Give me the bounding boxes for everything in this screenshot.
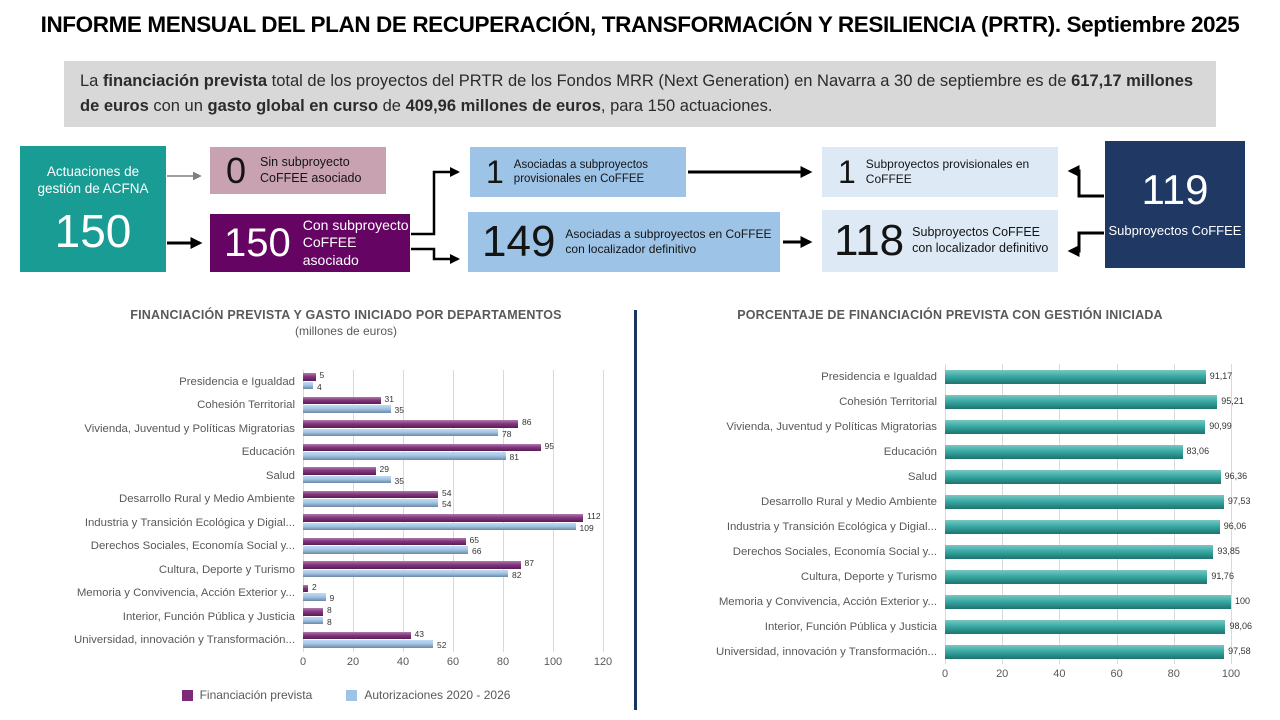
chart-row (650, 514, 1250, 539)
category-label: Derechos Sociales, Economía Social y... (732, 545, 937, 558)
bar-value-label: 96,36 (1224, 471, 1248, 481)
chart-row (60, 370, 632, 394)
flow-box-label: Actuaciones de gestión de ACFNA (37, 164, 149, 196)
category-label: Industria y Transición Ecológica y Digial... (84, 516, 295, 529)
plot-area (650, 364, 1250, 664)
bar-series1 (945, 445, 1183, 459)
category-label: Universidad, innovación y Transformación... (716, 645, 937, 658)
x-tick-label: 40 (396, 656, 410, 668)
bar-value-label: 98,06 (1229, 621, 1252, 631)
chart-row (650, 414, 1250, 439)
chart-row (60, 441, 632, 465)
bar-value-label: 29 (379, 464, 389, 474)
bar-series1 (303, 420, 518, 428)
plot-area (60, 370, 632, 652)
bar-track (945, 639, 1251, 664)
category-label: Memoria y Convivencia, Acción Exterior y... (718, 595, 937, 608)
chart-row (650, 389, 1250, 414)
bar-series2 (303, 476, 391, 484)
bar-track (945, 514, 1247, 539)
chart-row (60, 605, 632, 629)
chart-row (60, 488, 632, 512)
bar-series2 (303, 429, 498, 437)
legend-swatch (346, 690, 357, 701)
chart-title: PORCENTAJE DE FINANCIACIÓN PREVISTA CON GESTIÓN INICIADA (737, 308, 1163, 322)
chart-porcentaje-gestion (650, 308, 1250, 684)
summary-segment: 617,17 millones de euros (80, 72, 1194, 115)
bar-series1 (945, 370, 1206, 384)
x-tick-label: 20 (346, 656, 360, 668)
category-label: Educación (241, 446, 295, 459)
summary-segment: con un (148, 96, 208, 115)
bar-series1 (945, 570, 1207, 584)
category-label: Cultura, Deporte y Turismo (800, 570, 937, 583)
bar-value-label: 78 (502, 428, 512, 439)
bar-series2 (303, 452, 506, 460)
bar-track (945, 589, 1251, 614)
bar-value-label: 8 (327, 605, 332, 615)
summary-segment: , para 150 actuaciones. (600, 96, 773, 115)
flow-box-value: 150 (54, 204, 132, 257)
category-label: Presidencia e Igualdad (821, 370, 937, 383)
summary-segment: gasto global en curso (207, 96, 379, 115)
bar-series1 (303, 467, 376, 475)
bar-value-label: 9 (329, 593, 335, 603)
vertical-divider (634, 310, 637, 710)
bar-value-label: 97,58 (1228, 646, 1251, 656)
bar-value-label: 87 (524, 558, 534, 568)
bar-value-label: 66 (472, 546, 482, 556)
bar-value-label: 81 (509, 452, 519, 462)
bar-series1 (303, 491, 438, 499)
bar-value-label: 8 (327, 616, 332, 627)
bar-track (303, 394, 603, 418)
bar-series1 (303, 538, 466, 546)
bar-series1 (303, 632, 411, 640)
x-tick-label: 40 (1053, 668, 1066, 680)
flow-box-label: Con subproyecto CoFFEE asociado (302, 216, 409, 268)
legend-label: Financiación prevista (199, 688, 313, 702)
bar-series1 (945, 420, 1205, 434)
x-tick-label: 20 (996, 668, 1009, 680)
summary-text (80, 72, 1193, 115)
x-tick-label: 80 (496, 656, 510, 668)
flow-box-asociadas-definitivo (468, 212, 780, 272)
category-label: Desarrollo Rural y Medio Ambiente (761, 495, 937, 508)
category-label: Vivienda, Juventud y Políticas Migratorias (726, 420, 937, 433)
chart-row (650, 439, 1250, 464)
category-label: Memoria y Convivencia, Acción Exterior y... (76, 587, 295, 600)
legend-item (346, 688, 510, 702)
bar-value-label: 54 (442, 499, 452, 509)
category-label: Cohesión Territorial (197, 399, 295, 412)
summary-segment: La (80, 72, 103, 90)
flow-box-sin-subproyecto (210, 147, 386, 194)
bar-track (303, 582, 603, 606)
bar-value-label: 4 (317, 381, 322, 392)
flow-box-actuaciones-acfna (20, 146, 166, 272)
bar-series1 (945, 645, 1224, 659)
bar-value-label: 91,17 (1209, 371, 1233, 381)
bar-series1 (945, 595, 1231, 609)
flow-box-asociadas-provisionales (470, 147, 686, 197)
bar-series2 (303, 546, 468, 554)
summary-segment: financiación prevista (102, 72, 268, 90)
bar-value-label: 90,99 (1209, 421, 1232, 431)
bar-value-label: 83,06 (1186, 446, 1210, 456)
chart-row (650, 589, 1250, 614)
bar-value-label: 86 (522, 417, 532, 427)
bar-value-label: 52 (437, 640, 447, 650)
bar-value-label: 82 (512, 569, 522, 580)
flow-box-label: Subproyectos CoFFEE (1108, 223, 1242, 239)
bar-series2 (303, 382, 313, 390)
x-axis (941, 668, 1261, 684)
bar-value-label: 65 (469, 534, 479, 545)
category-label: Universidad, innovación y Transformación... (74, 634, 295, 647)
chart-row (60, 582, 632, 606)
flow-box-value: 1 (486, 154, 504, 190)
category-label: Educación (883, 445, 937, 458)
bar-track (303, 629, 603, 653)
chart-title: FINANCIACIÓN PREVISTA Y GASTO INICIADO POR DEPARTAMENTOS (130, 308, 562, 322)
bar-value-label: 91,76 (1211, 571, 1234, 581)
bar-track (945, 489, 1251, 514)
flow-box-value: 0 (226, 149, 247, 191)
chart-row (650, 564, 1250, 589)
bar-series1 (303, 561, 521, 569)
chart-legend (60, 688, 632, 702)
bar-series1 (945, 545, 1213, 559)
bar-series1 (945, 520, 1220, 534)
bar-series1 (945, 495, 1224, 509)
bar-track (945, 464, 1248, 489)
flow-box-subproyectos-provisionales (822, 147, 1058, 197)
bar-series1 (303, 373, 316, 381)
x-tick-label: 60 (446, 656, 460, 668)
bar-series1 (303, 585, 308, 593)
bar-value-label: 43 (414, 628, 424, 639)
category-label: Interior, Función Pública y Justicia (122, 610, 295, 623)
bar-track (945, 539, 1240, 564)
chart-financiacion-y-gasto (60, 308, 632, 702)
chart-row (60, 464, 632, 488)
category-label: Derechos Sociales, Economía Social y... (90, 540, 295, 553)
x-tick-label: 100 (543, 656, 563, 668)
bar-track (303, 558, 603, 582)
bar-series1 (945, 620, 1225, 634)
bar-track (303, 511, 603, 535)
chart-row (650, 539, 1250, 564)
bar-value-label: 35 (394, 475, 404, 486)
bar-value-label: 31 (384, 393, 394, 404)
flow-box-value: 149 (482, 217, 556, 266)
bar-series1 (303, 514, 583, 522)
bar-series1 (303, 444, 541, 452)
chart-subtitle: (millones de euros) (294, 324, 398, 338)
bar-track (945, 614, 1252, 639)
bar-value-label: 5 (319, 370, 325, 380)
bar-track (945, 389, 1244, 414)
bar-series1 (945, 395, 1217, 409)
bar-track (945, 364, 1231, 389)
bar-track (945, 564, 1234, 589)
summary-box (64, 61, 1216, 127)
bar-value-label: 95,21 (1221, 396, 1244, 406)
chart-row (60, 511, 632, 535)
flow-box-label: Asociadas a subproyectos provisionales en CoFFEE (513, 158, 649, 185)
flow-box-value: 118 (834, 216, 905, 265)
bar-track (945, 414, 1231, 439)
category-label: Presidencia e Igualdad (179, 375, 295, 388)
x-tick-label: 0 (941, 668, 949, 680)
bar-series1 (303, 608, 323, 616)
chart-row (650, 464, 1250, 489)
flow-box-con-subproyecto (210, 214, 410, 272)
bar-track (303, 464, 603, 488)
category-label: Cohesión Territorial (839, 395, 937, 408)
chart-row (650, 639, 1250, 664)
category-label: Salud (265, 469, 295, 482)
flow-box-subproyectos-definitivo (822, 210, 1058, 272)
chart-row (650, 614, 1250, 639)
category-label: Desarrollo Rural y Medio Ambiente (119, 493, 295, 506)
summary-segment: 409,96 millones de euros (405, 96, 601, 115)
bar-value-label: 35 (394, 405, 404, 415)
bar-value-label: 96,06 (1223, 521, 1247, 531)
bar-value-label: 100 (1235, 596, 1251, 606)
category-label: Salud (907, 470, 937, 483)
category-label: Vivienda, Juventud y Políticas Migratorias (84, 422, 295, 435)
chart-row (650, 364, 1250, 389)
bar-track (945, 439, 1231, 464)
bar-series2 (303, 640, 433, 648)
bar-track (303, 441, 603, 465)
legend-item (182, 688, 313, 702)
bar-value-label: 54 (442, 487, 452, 498)
chart-row (60, 394, 632, 418)
summary-segment: total de los proyectos del PRTR de los Fondos MRR (Next Generation) en Navarra a 30 de septiembre es de (267, 72, 1072, 90)
chart-row (60, 629, 632, 653)
category-label: Industria y Transición Ecológica y Digial... (726, 520, 937, 533)
x-axis (299, 656, 633, 672)
bar-track (303, 488, 603, 512)
chart-row (60, 417, 632, 441)
legend-label: Autorizaciones 2020 - 2026 (364, 688, 511, 702)
bar-series2 (303, 523, 576, 531)
page-title: INFORME MENSUAL DEL PLAN DE RECUPERACIÓN, TRANSFORMACIÓN Y RESILIENCIA (PRTR). Septiembre 2025 (40, 12, 1240, 37)
chart-row (650, 489, 1250, 514)
category-label: Cultura, Deporte y Turismo (158, 563, 295, 576)
bar-series2 (303, 593, 326, 601)
bar-value-label: 109 (579, 522, 594, 533)
flow-box-label: Subproyectos CoFFEE con localizador definitivo (912, 225, 1049, 255)
bar-series1 (303, 397, 381, 405)
x-tick-label: 120 (593, 656, 613, 668)
bar-track (303, 605, 603, 629)
chart-row (60, 535, 632, 559)
flow-box-label: Subproyectos provisionales en CoFFEE (865, 157, 1030, 186)
bar-value-label: 112 (587, 511, 601, 521)
bar-series1 (945, 470, 1221, 484)
bar-series2 (303, 617, 323, 625)
bar-series2 (303, 570, 508, 578)
category-label: Interior, Función Pública y Justicia (764, 620, 937, 633)
flow-box-value: 150 (224, 221, 291, 265)
chart-row (60, 558, 632, 582)
x-tick-label: 60 (1110, 668, 1123, 680)
x-tick-label: 100 (1221, 668, 1241, 680)
legend-swatch (182, 690, 193, 701)
flow-box-value: 1 (838, 154, 856, 190)
x-tick-label: 0 (299, 656, 307, 668)
flow-box-value: 119 (1141, 166, 1209, 214)
flow-box-label: Asociadas a subproyectos en CoFFEE con localizador definitivo (565, 227, 772, 256)
x-tick-label: 80 (1167, 668, 1180, 680)
flow-box-label: Sin subproyecto CoFFEE asociado (260, 154, 362, 185)
bar-value-label: 97,53 (1227, 496, 1251, 506)
bar-value-label: 2 (312, 581, 317, 592)
summary-segment: de (378, 96, 406, 115)
bar-series2 (303, 405, 391, 413)
flow-box-subproyectos-coffee (1105, 141, 1245, 268)
bar-track (303, 535, 603, 559)
bar-track (303, 417, 603, 441)
bar-series2 (303, 499, 438, 507)
bar-value-label: 95 (544, 440, 554, 451)
bar-value-label: 93,85 (1217, 546, 1240, 556)
bar-track (303, 370, 603, 394)
